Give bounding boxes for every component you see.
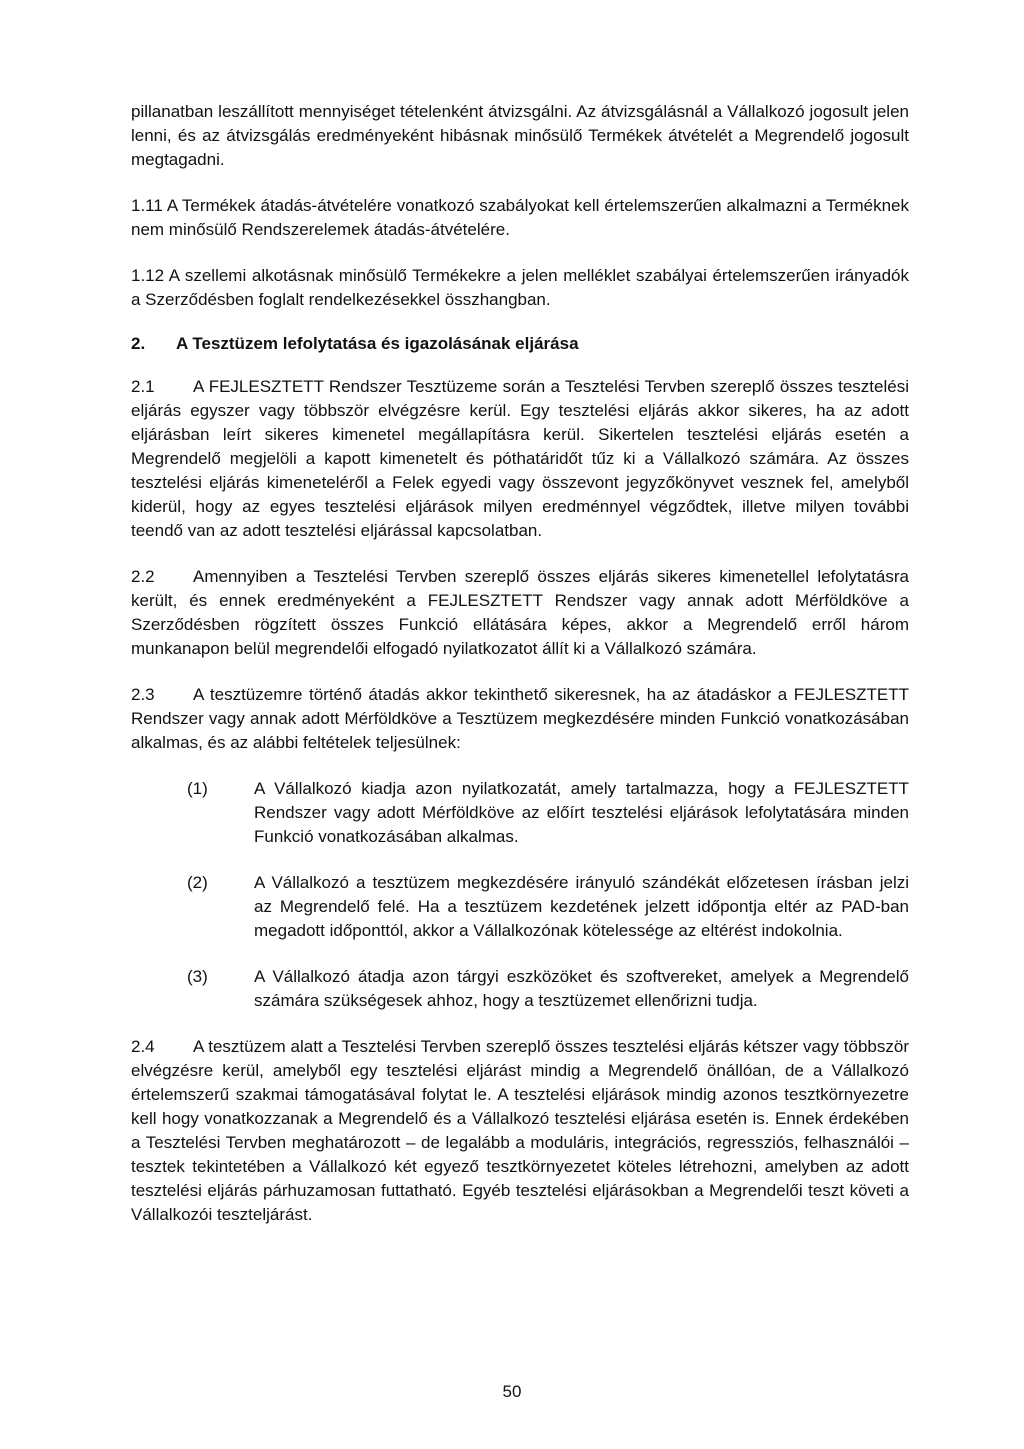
- list-item: [187, 871, 909, 943]
- list-marker: (2): [187, 873, 208, 892]
- paragraph-number: 2.1: [131, 377, 155, 396]
- paragraph-number: 2.4: [131, 1037, 155, 1056]
- page-number: 50: [502, 1382, 522, 1401]
- page-content: [131, 100, 909, 1249]
- section-2-heading: [131, 332, 909, 356]
- list-marker: (1): [187, 779, 208, 798]
- list-item-text: A Vállalkozó átadja azon tárgyi eszközöket és szoftvereket, amelyek a Megrendelő számára szükségesek ahhoz, hogy a tesztüzemet ellenőrizni tudja.: [254, 967, 909, 1010]
- list-marker: (3): [187, 967, 208, 986]
- list-item-text: A Vállalkozó a tesztüzem megkezdésére irányuló szándékát előzetesen írásban jelzi az Megrendelő felé. Ha a tesztüzem kezdetének jelzett időpontja eltér az PAD-ban megadott időponttól, akkor a Vállalkozónak kötelessége az eltérést indokolnia.: [254, 873, 909, 940]
- paragraph-text: A tesztüzem alatt a Tesztelési Tervben szereplő összes tesztelési eljárás kétszer vagy többször elvégzésre kerül, amelyből egy tesztelési eljárást mindig a Megrendelő önállóan, de a Vállalkozó értelemszerű szakmai támogatásával folytat le. A tesztelési eljárások mindig azonos tesztkörnyezetre kell hogy vonatkozzanak a Megrendelő és a Vállalkozó tesztelési eljárása esetén is. Ennek érdekében a Tesztelési Tervben meghatározott – de legalább a moduláris, integrációs, regressziós, felhasználói – tesztek tekintetében a Vállalkozó két egyező tesztkörnyezetet köteles létrehozni, amelyben az adott tesztelési eljárás párhuzamosan futtatható. Egyéb tesztelési eljárásokban a Megrendelői teszt követi a Vállalkozói teszteljárást.: [131, 1037, 909, 1224]
- paragraph-2-1: [131, 375, 909, 543]
- list-item: [187, 777, 909, 849]
- list-item-text: A Vállalkozó kiadja azon nyilatkozatát, amely tartalmazza, hogy a FEJLESZTETT Rendszer vagy adott Mérföldköve az előírt tesztelési eljárások lefolytatására minden Funkció vonatkozásában alkalmas.: [254, 779, 909, 846]
- paragraph-text: A FEJLESZTETT Rendszer Tesztüzeme során a Tesztelési Tervben szereplő összes tesztelési eljárás egyszer vagy többször elvégzésre kerül. Egy tesztelési eljárás akkor sikeres, ha az adott eljárásban leírt sikeres kimenetel megállapításra kerül. Sikertelen tesztelési eljárás esetén a Megrendelő megjelöli a kapott kimenetelt és póthatáridőt tűz ki a Vállalkozó számára. Az összes tesztelési eljárás kimeneteléről a Felek egyedi vagy összevont jegyzőkönyvet vesznek fel, amelyből kiderül, hogy az egyes tesztelési eljárások milyen eredménnyel végződtek, illetve milyen további teendő van az adott tesztelési eljárással kapcsolatban.: [131, 377, 909, 540]
- paragraph-number: 2.3: [131, 685, 155, 704]
- intro-paragraph: pillanatban leszállított mennyiséget tételenként átvizsgálni. Az átvizsgálásnál a Vállalkozó jogosult jelen lenni, és az átvizsgálás eredményeként hibásnak minősülő Termékek átvételét a Megrendelő jogosult megtagadni.: [131, 102, 909, 169]
- paragraph-text: A tesztüzemre történő átadás akkor tekinthető sikeresnek, ha az átadáskor a FEJLESZTETT Rendszer vagy annak adott Mérföldköve a Tesztüzem megkezdésére minden Funkció vonatkozásában alkalmas, és az alábbi feltételek teljesülnek:: [131, 685, 909, 752]
- paragraph-2-3: [131, 683, 909, 755]
- paragraph-2-2: [131, 565, 909, 661]
- section-title: A Tesztüzem lefolytatása és igazolásának eljárása: [176, 334, 579, 353]
- section-number: 2.: [131, 334, 146, 353]
- paragraph-text: Amennyiben a Tesztelési Tervben szereplő összes eljárás sikeres kimenetellel lefolytatásra került, és ennek eredményeként a FEJLESZTETT Rendszer vagy annak adott Mérföldköve a Szerződésben rögzített összes Funkció ellátására képes, akkor a Megrendelő erről három munkanapon belül megrendelői elfogadó nyilatkozatot állít ki a Vállalkozó számára.: [131, 567, 909, 658]
- paragraph-1-11: 1.11 A Termékek átadás-átvételére vonatkozó szabályokat kell értelemszerűen alkalmazni a Terméknek nem minősülő Rendszerelemek átadás-átvételére.: [131, 196, 909, 239]
- paragraph-number: 2.2: [131, 567, 155, 586]
- list-item: [187, 965, 909, 1013]
- paragraph-2-4: [131, 1035, 909, 1227]
- paragraph-1-12: 1.12 A szellemi alkotásnak minősülő Termékekre a jelen melléklet szabályai értelemszerűen irányadók a Szerződésben foglalt rendelkezésekkel összhangban.: [131, 266, 909, 309]
